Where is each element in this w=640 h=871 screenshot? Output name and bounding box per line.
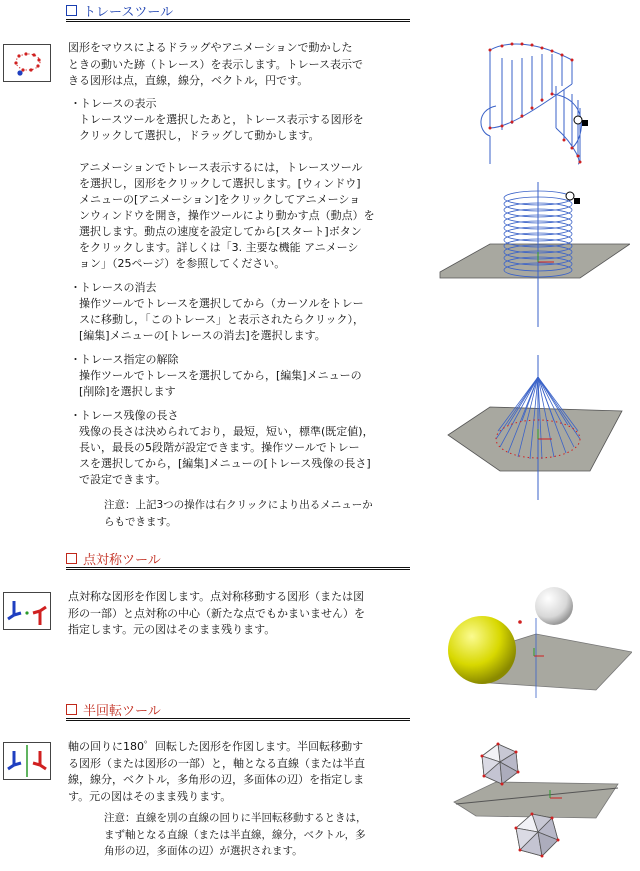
trace-intro: 図形をマウスによるドラッグやアニメーションで動かした ときの動いた跡（トレース）を表示します。トレース表示で きる図形は点，直線，線分，ベクトル，円です。 — [68, 41, 364, 87]
point-symmetry-figure — [436, 578, 632, 698]
square-bullet-icon — [66, 704, 77, 715]
half-turn-intro: 軸の回りに180゜回転した図形を作図します。半回転移動す る図形（または図形の一部）と，軸となる直線（または半直 線，線分，ベクトル，多角形の辺，多面体の辺）を指定しま す。元の図はそのまま残ります。 — [68, 740, 365, 803]
title-rule — [66, 567, 410, 570]
bullet-head: ・ トレース残像の長さ — [70, 408, 374, 424]
half-turn-note: 注意：直線を別の直線の回りに半回転移動するときは， まず軸となる直線（または半直線，線分，ベクトル，多 角形の辺，多面体の辺）が選択されます。 — [104, 812, 367, 857]
section-title-point-symmetry: 点対称ツール — [66, 549, 161, 568]
helix-trace-figure — [468, 36, 598, 171]
point-symmetry-tool-icon[interactable] — [3, 592, 51, 630]
title-rule — [66, 19, 410, 22]
point-symmetry-icon-glyph — [4, 593, 50, 629]
bullet-head: ・ トレースの表示 — [70, 96, 375, 112]
section-title-half-turn: 半回転ツール — [66, 700, 161, 719]
half-turn-figure — [446, 732, 626, 868]
square-bullet-icon — [66, 5, 77, 16]
bullet-head: ・ トレース指定の解除 — [70, 352, 362, 368]
bullet-body: 操作ツールでトレースを選択してから（カーソルをトレー スに移動し，「このトレース」と表示されたらクリック）， [編集]メニューの[トレースの消去]を選択します。 — [79, 297, 365, 342]
cone-trace-figure — [440, 355, 630, 500]
hand-cursor-icon — [566, 192, 580, 204]
bullet-trace-unset — [70, 352, 362, 400]
coil-trace-figure — [430, 182, 630, 327]
title-rule — [66, 718, 410, 721]
half-turn-tool-icon[interactable] — [3, 742, 51, 780]
trace-note: 注意：上記3つの操作は右クリックにより出るメニューか らもできます。 — [104, 499, 373, 528]
point-symmetry-intro: 点対称な図形を作図します。点対称移動する図形（または図 形の一部）と点対称の中心（新たな点でもかまいません）を 指定します。元の図はそのまま残ります。 — [68, 590, 365, 636]
bullet-body: トレースツールを選択したあと，トレース表示する図形を クリックして選択し，ドラッグして動かします。 アニメーションでトレース表示するには，トレースツール を選択し，図形をクリックして選択します。[ウィンドウ] メニューの[アニメーション]をクリックしてアニメーショ ンウィンドウを開き，操作ツールにより動かす点（動点）を 選択します。動点の速度を設定してから[スタート]ボタン をクリックします。詳しくは「3. 主要な機能 アニメーシ ョン」（25ページ）を参照してください。 — [79, 113, 375, 270]
trace-icon-glyph — [4, 45, 50, 81]
trace-tool-icon[interactable] — [3, 44, 51, 82]
section-title-trace: トレースツール — [66, 1, 173, 20]
square-bullet-icon — [66, 553, 77, 564]
bullet-head: ・ トレースの消去 — [70, 280, 364, 296]
bullet-body: 操作ツールでトレースを選択してから，[編集]メニューの [削除]を選択します — [79, 369, 362, 398]
bullet-trace-display — [70, 96, 375, 272]
half-turn-icon-glyph — [4, 743, 50, 779]
bullet-body: 残像の長さは決められており，最短，短い，標準(既定値)， 長い，最長の5段階が設定できます。操作ツールでトレー スを選択してから，[編集]メニューの[トレース残像の長さ] で設定できます。 — [79, 425, 374, 486]
bullet-trace-erase — [70, 280, 364, 344]
bullet-trace-length — [70, 408, 374, 488]
